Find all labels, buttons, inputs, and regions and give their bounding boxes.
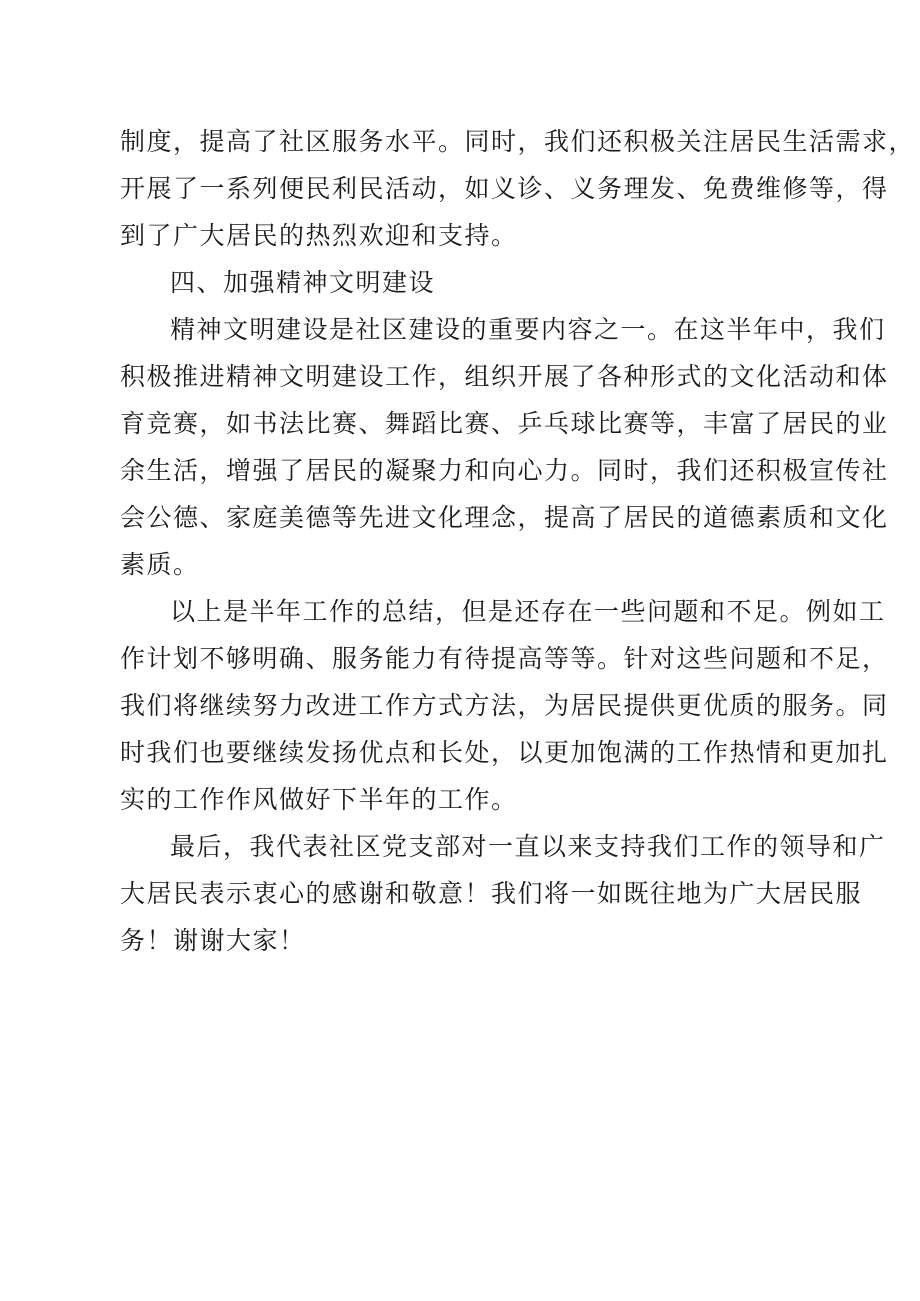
text-line: 务！谢谢大家！ xyxy=(120,926,306,955)
paragraph-summary xyxy=(120,588,889,823)
text-line: 育竞赛，如书法比赛、舞蹈比赛、乒乓球比赛等，丰富了居民的业 xyxy=(120,409,889,438)
paragraph-closing xyxy=(120,823,886,964)
paragraph-continued xyxy=(120,118,916,259)
text-line: 实的工作作风做好下半年的工作。 xyxy=(120,785,518,814)
text-line: 大居民表示衷心的感谢和敬意！我们将一如既往地为广大居民服 xyxy=(120,879,863,908)
text-line: 会公德、家庭美德等先进文化理念，提高了居民的道德素质和文化 xyxy=(120,503,889,532)
text-line: 开展了一系列便民利民活动，如义诊、义务理发、免费维修等，得 xyxy=(120,174,889,203)
text-line: 最后，我代表社区党支部对一直以来支持我们工作的领导和广 xyxy=(170,832,886,861)
text-line: 制度，提高了社区服务水平。同时，我们还积极关注居民生活需求， xyxy=(120,127,916,156)
text-line: 素质。 xyxy=(120,550,200,579)
paragraph-spiritual-civilization xyxy=(120,306,889,588)
text-line: 到了广大居民的热烈欢迎和支持。 xyxy=(120,221,518,250)
section-heading-text: 四、加强精神文明建设 xyxy=(170,268,436,297)
text-line: 精神文明建设是社区建设的重要内容之一。在这半年中，我们 xyxy=(170,315,886,344)
document-body xyxy=(120,118,916,964)
text-line: 余生活，增强了居民的凝聚力和向心力。同时，我们还积极宣传社 xyxy=(120,456,889,485)
text-line: 作计划不够明确、服务能力有待提高等等。针对这些问题和不足， xyxy=(120,644,889,673)
text-line: 积极推进精神文明建设工作，组织开展了各种形式的文化活动和体 xyxy=(120,362,889,391)
section-heading xyxy=(120,259,800,306)
text-line: 以上是半年工作的总结，但是还存在一些问题和不足。例如工 xyxy=(170,597,886,626)
text-line: 时我们也要继续发扬优点和长处，以更加饱满的工作热情和更加扎 xyxy=(120,738,889,767)
text-line: 我们将继续努力改进工作方式方法，为居民提供更优质的服务。同 xyxy=(120,691,889,720)
